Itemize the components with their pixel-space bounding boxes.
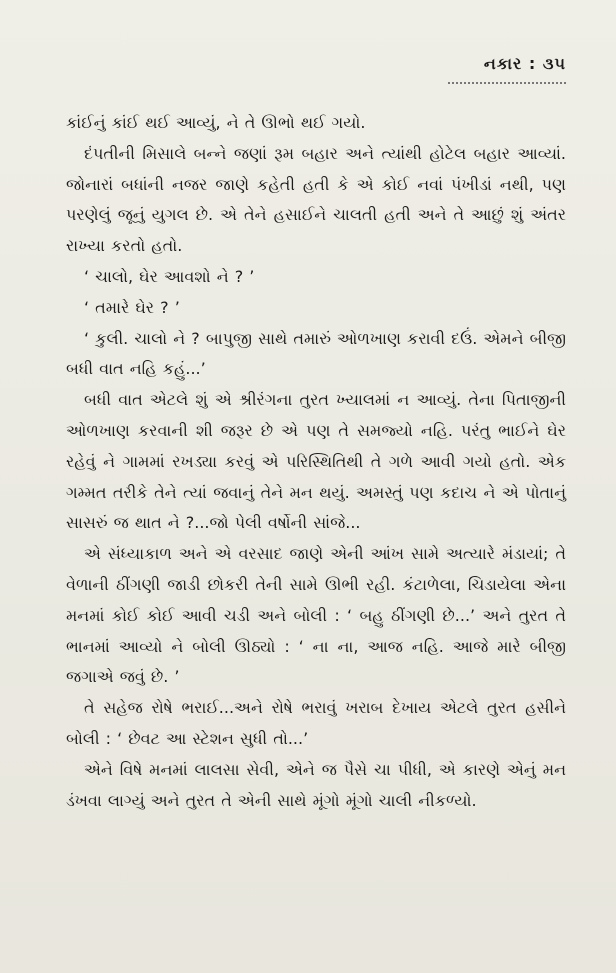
paragraph: દંપતીની મિસાલે બન્ને જણાં રૂમ બહાર અને ત્યાંથી હોટેલ બહાર આવ્યાં. જોનારાં બધાંની નજર જાણે કહેતી હતી કે એ કોઈ નવાં પંખીડાં નથી, પણ પરણેલું જૂનું યુગલ છે. એ તેને હસાઈને ચાલતી હતી અને તે આછું શું અંતર રાખ્યા કરતો હતો. [66, 143, 566, 256]
dialogue-line: ‘ કુલી. ચાલો ને ? બાપુજી સાથે તમારું ઓળખાણ કરાવી દઉં. એમને બીજી બધી વાત નહિ કહું...’ [66, 328, 566, 379]
paragraph: બધી વાત એટલે શું એ શ્રીરંગના તુરત ખ્યાલમાં ન આવ્યું. તેના પિતાજીની ઓળખાણ કરવાની શી જરૂર છે એ પણ તે સમજ્યો નહિ. પરંતુ ભાઈને ઘેર રહેવું ને ગામમાં રખડ્યા કરવું એ પરિસ્થિતિથી તે ગળે આવી ગયો હતો. એક ગમ્મત તરીકે તેને ત્યાં જવાનું તેને મન થયું. અમસ્તું પણ કદાચ ને એ પોતાનું સાસરું જ થાત ને ?...જો પેલી વર્ષોની સાંજે... [66, 390, 566, 533]
paragraph: તે સહેજ રોષે ભરાઈ...અને રોષે ભરાવું ખરાબ દેખાય એટલે તુરત હસીને બોલી : ‘ છેવટ આ સ્ટેશન સુધી તો...’ [66, 698, 566, 748]
dialogue-line: ‘ ચાલો, ઘેર આવશો ને ? ’ [84, 266, 255, 286]
header-decorative-rule [448, 78, 566, 84]
page-number: નકાર : ૩૫ [483, 54, 566, 73]
body-text [66, 108, 566, 816]
page-header [448, 54, 566, 84]
paragraph: એ સંધ્યાકાળ અને એ વરસાદ જાણે એની આંખ સામે અત્યારે મંડાયાં; તે વેળાની ઠીંગણી જાડી છોકરી તેની સામે ઊભી રહી. કંટાળેલા, ચિડાયેલા એના મનમાં કોઈ કોઈ આવી ચડી અને બોલી : ‘ બહુ ઠીંગણી છે...’ અને તુરત તે ભાનમાં આવ્યો ને બોલી ઊઠ્યો : ‘ ના ના, આજ નહિ. આજે મારે બીજી જગાએ જવું છે. ’ [66, 544, 566, 687]
paragraph: કાંઈનું કાંઈ થઈ આવ્યું, ને તે ઊભો થઈ ગયો. [66, 113, 366, 132]
dialogue-line: ‘ તમારે ઘેર ? ’ [84, 297, 180, 317]
paragraph: એને વિષે મનમાં લાલસા સેવી, એને જ પૈસે ચા પીધી, એ કારણે એનું મન ડંખવા લાગ્યું અને તુરત તે એની સાથે મૂંગો મૂંગો ચાલી નીકળ્યો. [66, 759, 566, 810]
